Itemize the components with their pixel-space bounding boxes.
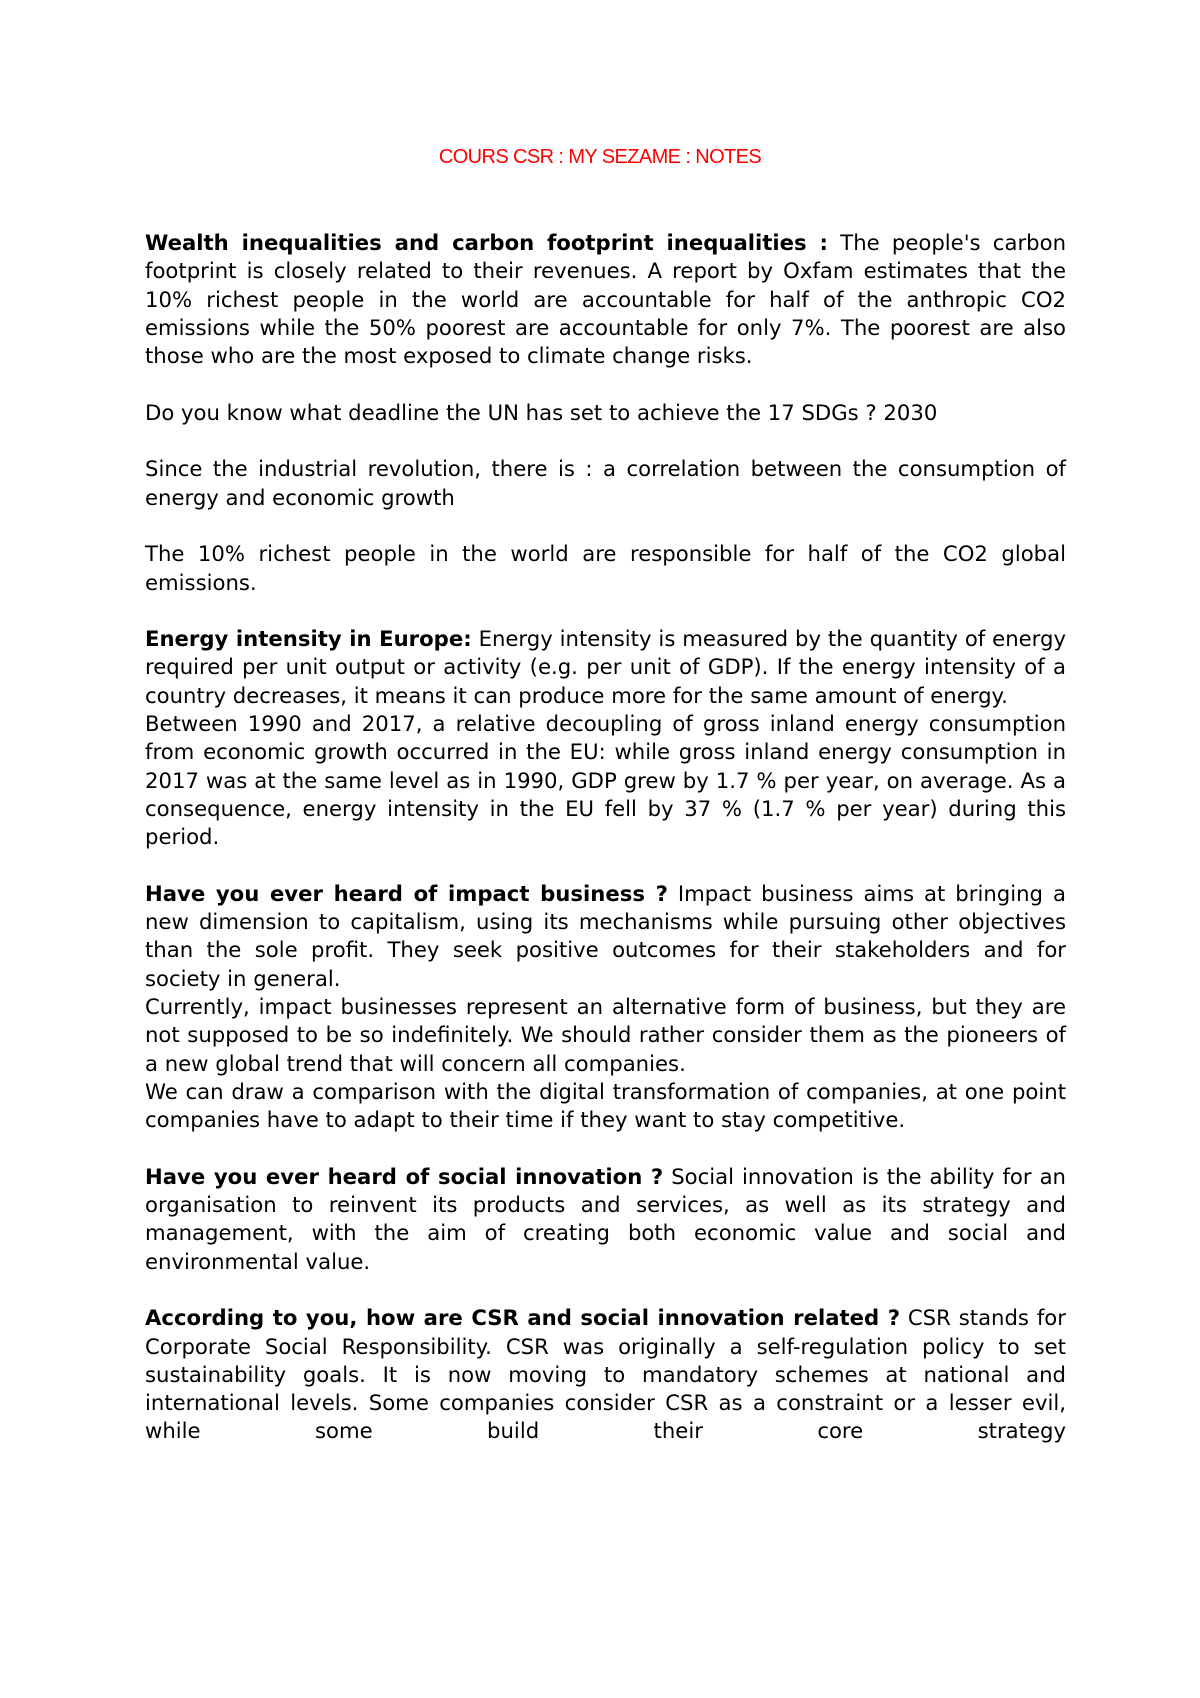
paragraph-text: Since the industrial revolution, there is : a correlation between the consumption of energy and economic growth — [145, 456, 1066, 510]
paragraph-text: The 10% richest people in the world are responsible for half of the CO2 global emissions. — [145, 541, 1066, 595]
paragraph-heading: Energy intensity in Europe: — [145, 626, 472, 652]
paragraph-wealth-inequalities — [145, 229, 1066, 370]
paragraph-text: Between 1990 and 2017, a relative decoupling of gross inland energy consumption from economic growth occurred in the EU: while gross inland energy consumption in 2017 was at the same level as in 1990, GDP grew by 1.7 % per year, on average. As a consequence, energy intensity in the EU fell by 37 % (1.7 % per year) during this period. — [145, 711, 1066, 850]
paragraph-text: The people's carbon footprint is closely related to their revenues. A report by Oxfam estimates that the 10% richest people in the world are accountable for half of the anthropic CO2 emissions while the 50% poorest are accountable for only 7%. The poorest are also those who are the most exposed to climate change risks. — [145, 230, 1066, 369]
paragraph-industrial-revolution — [145, 455, 1066, 512]
paragraph-text: CSR stands for Corporate Social Responsibility. CSR was originally a self-regulation policy to set sustainability goals. It is now moving to mandatory schemes at national and international levels. Some companies consider CSR as a constraint or a lesser evil, while some build their core strategy — [145, 1305, 1066, 1444]
paragraph-impact-business — [145, 880, 1066, 1135]
document-title: COURS CSR : MY SEZAME : NOTES — [438, 146, 762, 168]
paragraph-heading: Have you ever heard of impact business ? — [145, 880, 668, 906]
paragraph-sdg-deadline — [145, 399, 1066, 427]
paragraph-text: Social innovation is the ability for an organisation to reinvent its products and services, as well as its strategy and management, with the aim of creating both economic value and social and environmental value. — [145, 1163, 1066, 1274]
paragraph-richest-emissions — [145, 540, 1066, 597]
paragraph-heading: Have you ever heard of social innovation ? — [145, 1163, 664, 1189]
document-body — [145, 229, 1066, 1446]
paragraph-heading: Wealth inequalities and carbon footprint inequalities : — [145, 230, 829, 255]
paragraph-text: Currently, impact businesses represent an alternative form of business, but they are not supposed to be so indefinitely. We should rather consider them as the pioneers of a new global trend that will concern all companies. — [145, 994, 1066, 1076]
paragraph-text: Impact business aims at bringing a new dimension to capitalism, using its mechanisms while pursuing other objectives than the sole profit. They seek positive outcomes for their stakeholders and for society in general. — [145, 880, 1066, 991]
paragraph-csr-relation — [145, 1304, 1066, 1445]
paragraph-energy-intensity — [145, 625, 1066, 851]
paragraph-social-innovation — [145, 1163, 1066, 1276]
paragraph-text: Energy intensity is measured by the quantity of energy required per unit output or activity (e.g. per unit of GDP). If the energy intensity of a country decreases, it means it can produce more for the same amount of energy. — [145, 626, 1067, 708]
paragraph-heading: According to you, how are CSR and social innovation related ? — [145, 1305, 900, 1331]
paragraph-text: We can draw a comparison with the digital transformation of companies, at one point companies have to adapt to their time if they want to stay competitive. — [145, 1078, 1066, 1133]
paragraph-text: Do you know what deadline the UN has set to achieve the 17 SDGs ? 2030 — [145, 399, 938, 425]
